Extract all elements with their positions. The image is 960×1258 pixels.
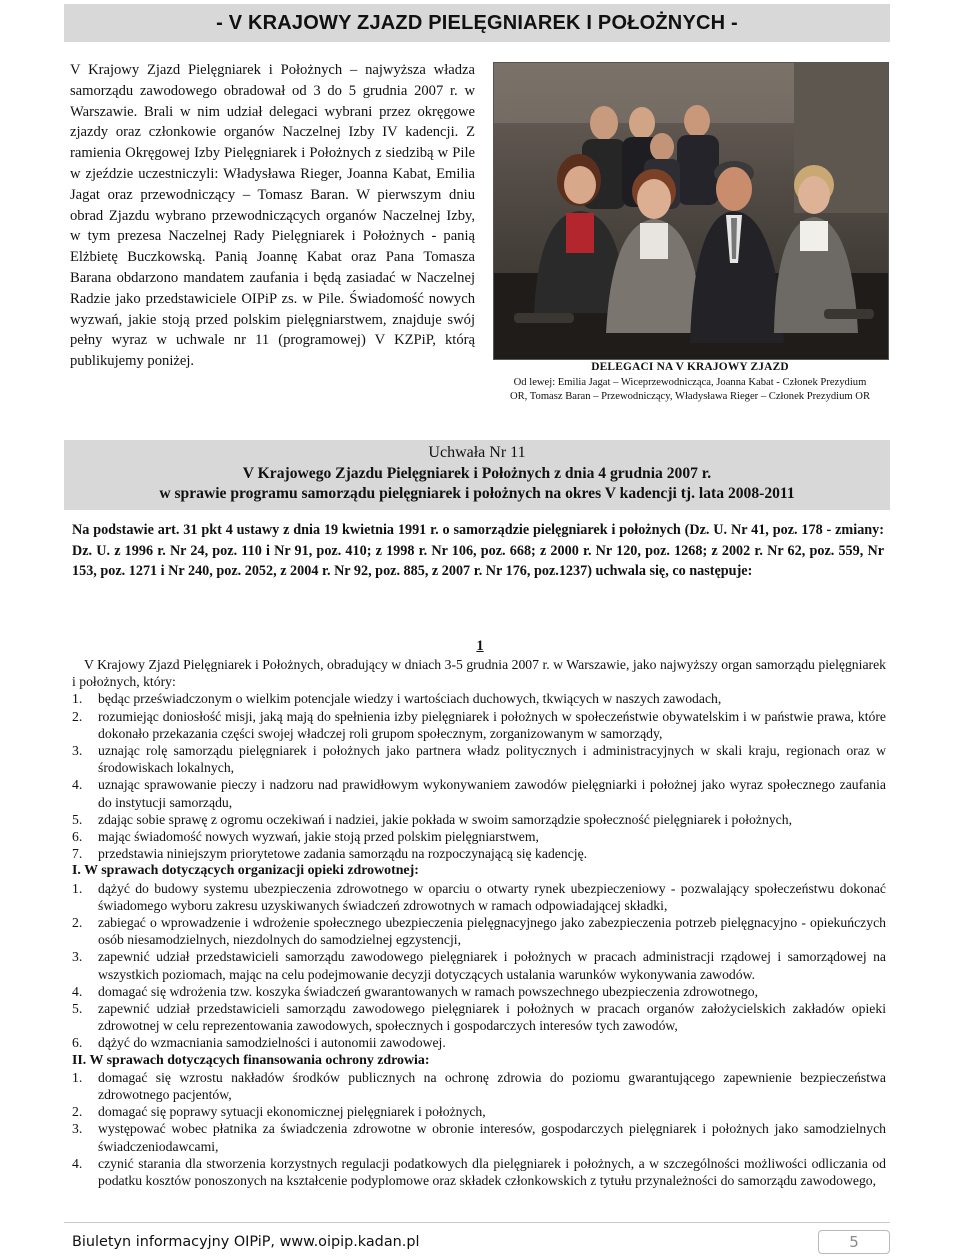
photo-caption xyxy=(486,360,894,405)
delegates-photo xyxy=(493,62,889,360)
list-item: 2. rozumiejąc doniosłość misji, jaką mają do spełnienia izby pielęgniarek i położnych w społeczeństwie obywatelskim i w państwie prawa, które dokonało przekazania części swojej władczej roli grupom społecznym, zorganizowanym w samorządy, xyxy=(72,708,886,741)
footer-site-link[interactable]: Biuletyn informacyjny OIPiP, www.oipip.kadan.pl xyxy=(72,1234,420,1250)
section1-list xyxy=(72,690,886,862)
list-item: 4. uznając sprawowanie pieczy i nadzoru nad prawidłowym wykonywaniem zawodów pielęgniarki i położnej jako wyraz społecznego zaufania do instytucji samorządu, xyxy=(72,777,886,810)
page-number: 5 xyxy=(818,1230,890,1254)
page-footer xyxy=(64,1222,890,1255)
list-item: 1. dążyć do budowy systemu ubezpieczenia zdrowotnego w oparciu o otwarty rynek ubezpieczeniowy - pozwalający społeczeństwu dokonać świadomego wyboru zakresu uzyskiwanych świadczeń zdrowotnych w ramach odpowiadającej składki, xyxy=(72,880,886,913)
caption-title: DELEGACI NA V KRAJOWY ZJAZD xyxy=(591,361,789,373)
caption-line: Od lewej: Emilia Jagat – Wiceprzewodnicząca, Joanna Kabat - Członek Prezydium xyxy=(513,376,867,388)
part1-heading: I. W sprawach dotyczących organizacji opieki zdrowotnej: xyxy=(72,863,419,879)
list-item: 2. zabiegać o wprowadzenie i wdrożenie społecznego ubezpieczenia pielęgnacyjnego jako zabezpieczenia potrzeb pielęgnacyjno - opiekuńczych osób niesamodzielnych, niezdolnych do samodzielnej egzystencji, xyxy=(72,915,886,948)
list-item: 1. będąc przeświadczonym o wielkim potencjale wiedzy i wartościach duchowych, tkwiących w naszych zawodach, xyxy=(72,691,722,707)
part1-list xyxy=(72,880,886,1052)
resolution-body xyxy=(72,656,886,1189)
legal-basis: Na podstawie art. 31 pkt 4 ustawy z dnia 19 kwietnia 1991 r. o samorządzie pielęgniarek i położnych (Dz. U. Nr 41, poz. 178 - zmiany: Dz. U. z 1996 r. Nr 24, poz. 110 i Nr 91, poz. 410; z 1998 r. Nr 106, poz. 668; z 2000 r. Nr 120, poz. 1268; z 2002 r. Nr 62, poz. 559, Nr 153, poz. 1271 i Nr 240, poz. 2052, z 2004 r. Nr 92, poz. 885, z 2007 r. Nr 176, poz.1237) uchwala się, co następuje: xyxy=(72,522,884,580)
list-item: 7. przedstawia niniejszym priorytetowe zadania samorządu na rozpoczynającą się kadencję. xyxy=(72,846,588,862)
list-item: 3. zapewnić udział przedstawicieli samorządu zawodowego pielęgniarek i położnych w pracach administracji rządowej i samorządowej na wszystkich poziomach, mając na celu podejmowanie decyzji dotyczących ustalania warunków wykonywania zawodów. xyxy=(72,949,886,982)
part2-list xyxy=(72,1069,886,1189)
list-item: 5. zapewnić udział przedstawicieli samorządu zawodowego pielęgniarek i położnych w pracach organów założycielskich zakładów opieki zdrowotnej w celu reprezentowania zawodowych, społecznych i gospodarczych interesów tych zawodów, xyxy=(72,1001,886,1034)
section-intro: V Krajowy Zjazd Pielęgniarek i Położnych, obradujący w dniach 3-5 grudnia 2007 r. w Warszawie, jako najwyższy organ samorządu pielęgniarek i położnych, który: xyxy=(72,657,886,690)
list-item: 3. występować wobec płatnika za świadczenia zdrowotne w obronie interesów, gospodarczych pielęgniarek i położnych jako samodzielnych świadczeniodawcami, xyxy=(72,1121,886,1154)
resolution-number: Uchwała Nr 11 xyxy=(428,444,526,461)
list-item: 6. mając świadomość nowych wyzwań, jakie stoją przed polskim pielęgniarstwem, xyxy=(72,829,539,845)
list-item: 4. domagać się wdrożenia tzw. koszyka świadczeń gwarantowanych w ramach powszechnego ubezpieczenia zdrowotnego, xyxy=(72,983,759,999)
intro-paragraph: V Krajowy Zjazd Pielęgniarek i Położnych – najwyższa władza samorządu zawodowego obradował od 3 do 5 grudnia 2007 r. w Warszawie. Brali w nim udział delegaci wybrani przez okręgowe zjazdy oraz członkowie organów Naczelnej Izby IV kadencji. Z ramienia Okręgowej Izby Pielęgniarek i Położnych z siedzibą w Pile w zjeździe uczestniczyli: Władysława Rieger, Joanna Kabat, Emilia Jagat oraz przewodniczący – Tomasz Baran. W pierwszym dniu obrad Zjazdu wybrano przewodniczących organów Naczelnej Izby, w tym prezesa Naczelnej Rady Pielęgniarek i Położnych - panią Elżbietę Buczkowską. Panią Joannę Kabat oraz Pana Tomasza Barana obdarzono mandatem zaufania i będą zasiadać w Naczelnej Radzie jako przedstawiciele OIPiP zs. w Pile. Świadomość nowych wyzwań, jakie stoją przed polskim pielęgniarstwem, znajduje swój pełny wyraz w uchwale nr 11 (programowej) V KZPiP, którą publikujemy poniżej. xyxy=(70,62,475,370)
list-item: 6. dążyć do wzmacniania samodzielności i autonomii zawodowej. xyxy=(72,1035,446,1051)
caption-line: OR, Tomasz Baran – Przewodniczący, Władysława Rieger – Członek Prezydium OR xyxy=(509,391,871,403)
part2-heading: II. W sprawach dotyczących finansowania ochrony zdrowia: xyxy=(72,1052,430,1068)
list-item: 5. zdając sobie sprawę z ogromu oczekiwań i nadziei, jakie pokłada w swoim samorządzie społeczność pielęgniarek i położnych, xyxy=(72,811,792,827)
intro-article xyxy=(70,60,475,372)
resolution-subject: w sprawie programu samorządu pielęgniarek i położnych na okres V kadencji tj. lata 2008-2011 xyxy=(159,485,795,502)
list-item: 2. domagać się poprawy sytuacji ekonomicznej pielęgniarek i położnych, xyxy=(72,1104,486,1120)
list-item: 1. domagać się wzrostu nakładów środków publicznych na ochronę zdrowia do poziomu gwarantującego zapewnienie bezpieczeństwa zdrowotnego pacjentów, xyxy=(72,1069,886,1103)
resolution-header xyxy=(64,440,890,510)
list-item: 4. czynić starania dla stworzenia korzystnych regulacji podatkowych dla pielęgniarek i położnych, a w szczególności możliwości odliczania od podatku kosztów ponoszonych na kształcenie podyplomowe oraz składek członkowskich z tytułu przynależności do samorządu zawodowego, xyxy=(72,1155,886,1189)
page-banner: - V KRAJOWY ZJAZD PIELĘGNIAREK I POŁOŻNYCH - xyxy=(64,4,890,42)
list-item: 3. uznając rolę samorządu pielęgniarek i położnych jako partnera władz politycznych i administracyjnych w skali kraju, regionach oraz w środowiskach lokalnych, xyxy=(72,743,886,776)
section-number: 1 xyxy=(476,638,484,654)
resolution-issuer: V Krajowego Zjazdu Pielęgniarek i Położnych z dnia 4 grudnia 2007 r. xyxy=(242,464,712,482)
